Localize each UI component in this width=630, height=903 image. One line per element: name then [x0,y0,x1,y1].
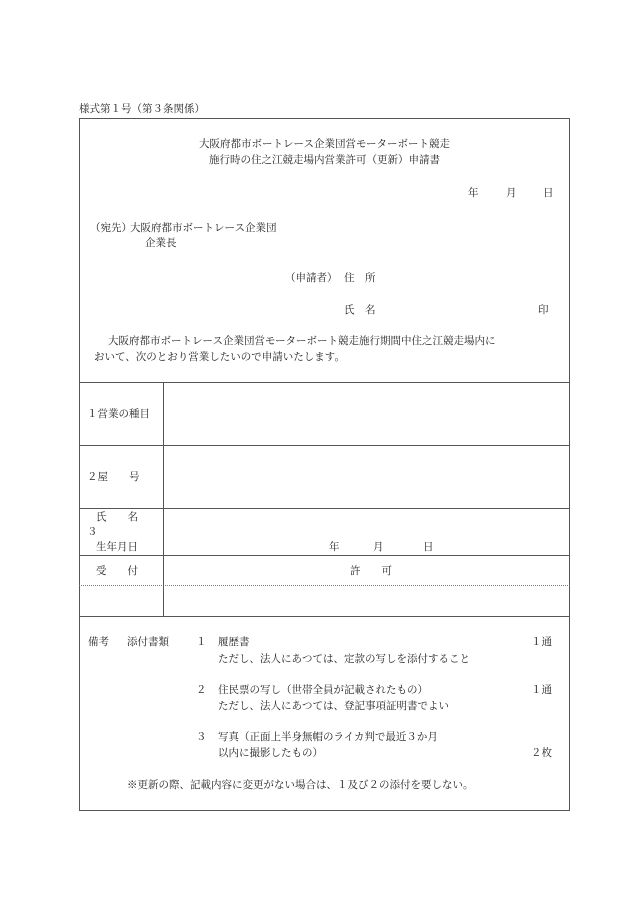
form-label: 様式第１号（第３条関係） [79,103,205,115]
table-bottom-rule [79,616,570,617]
notes-label: 備考 [88,636,109,648]
attachment-2-text: 住民票の写し（世帯全員が記載されたもの） [218,684,428,696]
attachment-1-qty: １通 [531,636,552,648]
attachment-2-note: ただし、法人にあつては、登記事項証明書でよい [218,700,449,712]
table-column-divider [163,382,164,616]
attachment-1-number: １ [196,636,207,648]
applicant-label: （申請者） [285,272,338,284]
date-year: 年 [468,187,479,199]
title-line-1: 大阪府都市ボートレース企業団営モーターボート競走 [198,138,451,150]
addressee-title: 企業長 [145,237,177,249]
body-text-line-2: おいて、次のとおり営業したいので申請いたします。 [94,351,345,363]
row3-bottom-rule [79,555,570,556]
row4-dotted-rule [79,585,570,586]
address-label: 住 所 [344,272,376,284]
attachment-3-note: 以内に撮影したもの） [218,747,323,759]
date-month: 月 [506,187,517,199]
attachment-1-text: 履歴書 [218,636,250,648]
row4-permit: 許 可 [350,565,392,577]
date-day: 日 [543,187,554,199]
row2-label: ２屋 号 [87,471,140,483]
row3-number: ３ [87,526,98,538]
row3-month: 月 [373,541,384,553]
name-label: 氏 名 [344,304,376,316]
title-line-2: 施行時の住之江競走場内営業許可（更新）申請書 [209,154,440,166]
attachment-1-note: ただし、法人にあつては、定款の写しを添付すること [218,653,470,665]
attachments-label: 添付書類 [127,636,169,648]
row3-label-birthdate: 生年月日 [96,541,138,553]
body-text-line-1: 大阪府都市ボートレース企業団営モーターボート競走施行期間中住之江競走場内に [108,335,496,347]
row1-bottom-rule [79,445,570,446]
attachment-2-number: ２ [196,684,207,696]
attachment-3-text: 写真（正面上半身無帽のライカ判で最近３か月 [218,731,438,743]
addressee-prefix: （宛先） [90,222,132,234]
footnote: ※更新の際、記載内容に変更がない場合は、１及び２の添付を要しない。 [127,779,474,791]
addressee-org: 大阪府都市ボートレース企業団 [130,222,277,234]
attachment-3-qty: ２枚 [531,747,552,759]
row1-label: １営業の種目 [87,408,150,420]
attachment-2-qty: １通 [531,684,552,696]
seal-mark: 印 [538,304,549,316]
attachment-3-number: ３ [196,731,207,743]
table-top-rule [79,382,570,383]
row3-day: 日 [423,541,434,553]
row2-bottom-rule [79,508,570,509]
row3-year: 年 [329,541,340,553]
row4-label: 受 付 [96,565,138,577]
row3-label-name: 氏 名 [96,511,138,523]
